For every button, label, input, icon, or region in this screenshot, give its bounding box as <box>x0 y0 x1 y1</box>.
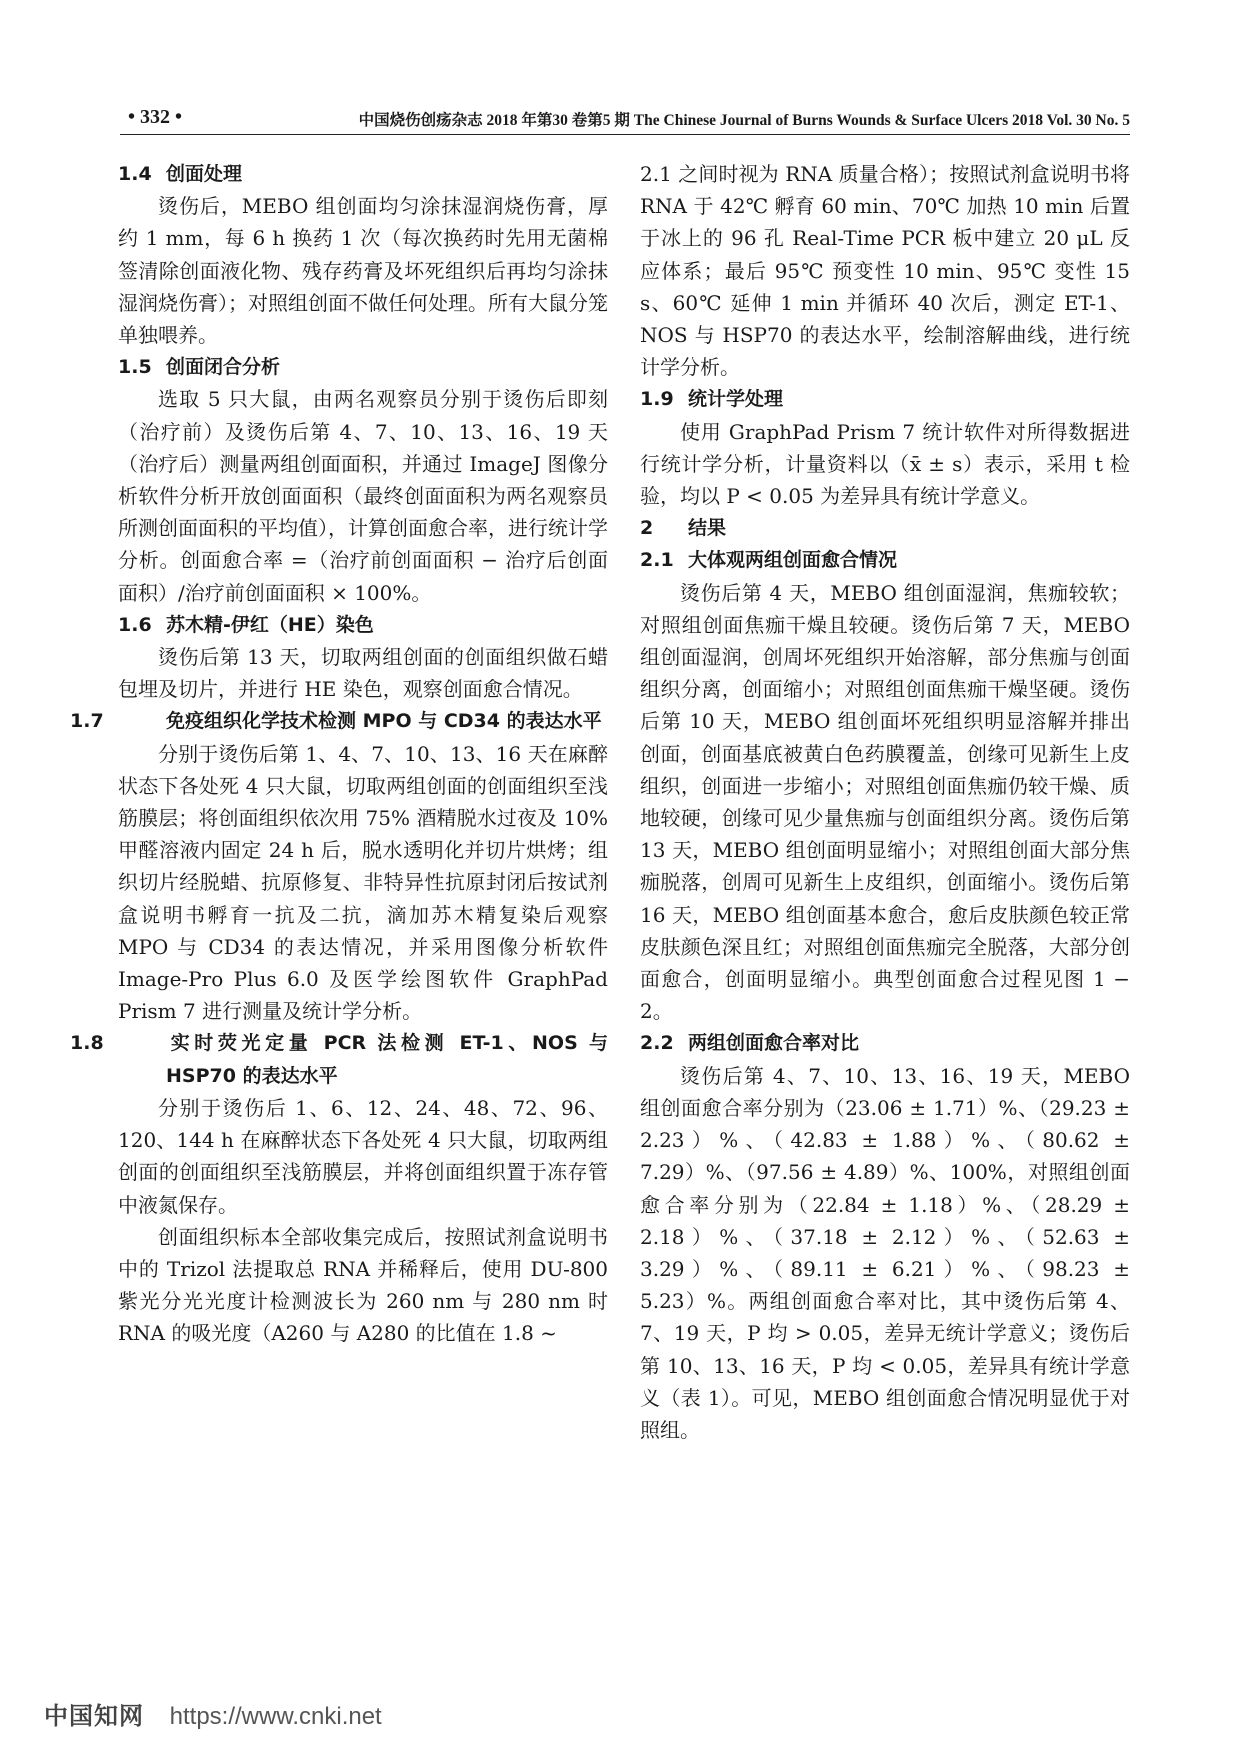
section-heading <box>70 705 608 737</box>
section-heading <box>118 158 608 190</box>
section-title: 大体观两组创面愈合情况 <box>688 549 898 572</box>
section-title: 创面闭合分析 <box>166 356 281 379</box>
cnki-logo-text: 中国知网 <box>44 1702 144 1730</box>
section-number: 1.6 <box>118 613 152 636</box>
section-heading <box>640 544 1130 576</box>
section-heading <box>640 1027 1130 1059</box>
section-title: 两组创面愈合率对比 <box>688 1032 860 1055</box>
running-head: 中国烧伤创疡杂志 2018 年第30 卷第5 期 The Chinese Journal of Burns Wounds & Surface Ulcers 2018 Vol. 30 No. 5 <box>358 112 1130 129</box>
section-title: 苏木精-伊红（HE）染色 <box>166 613 374 636</box>
body-paragraph: 烫伤后第 4、7、10、13、16、19 天，MEBO 组创面愈合率分别为（23.06 ± 1.71）%、（29.23 ± 2.23）%、（42.83 ± 1.88）%、（80.62 ± 7.29）%、（97.56 ± 4.89）%、100%，对照组创面愈合率分别为（22.84 ± 1.18）%、（28.29 ± 2.18）%、（37.18 ± 2.12）%、（52.63 ± 3.29）%、（89.11 ± 6.21）%、（98.23 ± 5.23）%。两组创面愈合率对比，其中烫伤后第 4、7、19 天，P 均 > 0.05，差异无统计学意义；烫伤后第 10、13、16 天，P 均 < 0.05，差异具有统计学意义（表 1）。可见，MEBO 组创面愈合情况明显优于对照组。 <box>640 1063 1130 1442</box>
section-number: 1.9 <box>640 388 674 411</box>
body-paragraph: 使用 GraphPad Prism 7 统计软件对所得数据进行统计学分析，计量资料以（x̄ ± s）表示，采用 t 检验，均以 P < 0.05 为差异具有统计学意义。 <box>640 419 1130 509</box>
right-column <box>640 158 1130 1446</box>
section-number: 1.8 <box>70 1032 104 1055</box>
body-paragraph: 烫伤后第 4 天，MEBO 组创面湿润，焦痂较软；对照组创面焦痂干燥且较硬。烫伤后第 7 天，MEBO 组创面湿润，创周坏死组织开始溶解，部分焦痂与创面组织分离，创面缩小；对照组创面焦痂干燥坚硬。烫伤后第 10 天，MEBO 组创面坏死组织明显溶解并排出创面，创面基底被黄白色药膜覆盖，创缘可见新生上皮组织，创面进一步缩小；对照组创面焦痂仍较干燥、质地较硬，创缘可见少量焦痂与创面组织分离。烫伤后第 13 天，MEBO 组创面明显缩小；对照组创面大部分焦痂脱落，创周可见新生上皮组织，创面缩小。烫伤后第 16 天，MEBO 组创面基本愈合，愈后皮肤颜色较正常皮肤颜色深且红；对照组创面焦痂完全脱落，大部分创面愈合，创面明显缩小。典型创面愈合过程见图 1 − 2。 <box>640 580 1130 1024</box>
section-number: 2 <box>640 517 654 540</box>
footer-watermark <box>44 1696 382 1731</box>
section-number: 1.5 <box>118 356 152 379</box>
body-paragraph: 创面组织标本全部收集完成后，按照试剂盒说明书中的 Trizol 法提取总 RNA 并稀释后，使用 DU-800 紫光分光光度计检测波长为 260 nm 与 280 nm 时 RNA 的吸光度（A260 与 A280 的比值在 1.8 ~ <box>118 1224 608 1346</box>
section-number: 2.2 <box>640 1032 674 1055</box>
section-title: 实时荧光定量 PCR 法检测 ET-1、NOS 与 HSP70 的表达水平 <box>166 1032 608 1087</box>
section-heading <box>640 512 1130 544</box>
left-column <box>70 158 608 1350</box>
section-heading <box>70 1027 608 1091</box>
body-paragraph: 选取 5 只大鼠，由两名观察员分别于烫伤后即刻（治疗前）及烫伤后第 4、7、10、13、16、19 天（治疗后）测量两组创面面积，并通过 ImageJ 图像分析软件分析开放创面面积（最终创面面积为两名观察员所测创面面积的平均值），计算创面愈合率，进行统计学分析。创面愈合率 =（治疗前创面面积 − 治疗后创面面积）/治疗前创面面积 × 100%。 <box>118 387 608 605</box>
section-title: 免疫组织化学技术检测 MPO 与 CD34 的表达水平 <box>166 710 602 733</box>
body-paragraph: 烫伤后第 13 天，切取两组创面的创面组织做石蜡包埋及切片，并进行 HE 染色，观察创面愈合情况。 <box>118 645 608 702</box>
section-heading <box>640 383 1130 415</box>
body-paragraph: 分别于烫伤后第 1、4、7、10、13、16 天在麻醉状态下各处死 4 只大鼠，切取两组创面的创面组织至浅筋膜层；将创面组织依次用 75% 酒精脱水过夜及 10% 甲醛溶液内固定 24 h 后，脱水透明化并切片烘烤；组织切片经脱蜡、抗原修复、非特异性抗原封闭后按试剂盒说明书孵育一抗及二抗，滴加苏木精复染后观察 MPO 与 CD34 的表达情况，并采用图像分析软件 Image-Pro Plus 6.0 及医学绘图软件 GraphPad Prism 7 进行测量及统计学分析。 <box>118 741 608 1024</box>
section-number: 2.1 <box>640 549 674 572</box>
section-title: 创面处理 <box>166 163 243 185</box>
section-number: 1.4 <box>118 163 152 185</box>
body-paragraph: 烫伤后，MEBO 组创面均匀涂抹湿润烧伤膏，厚约 1 mm，每 6 h 换药 1 次（每次换药时先用无菌棉签清除创面液化物、残存药膏及坏死组织后再均匀涂抹湿润烧伤膏）；对照组创面不做任何处理。所有大鼠分笼单独喂养。 <box>118 194 608 348</box>
section-title: 统计学处理 <box>688 388 784 411</box>
page-header <box>120 104 1130 135</box>
body-paragraph: 分别于烫伤后 1、6、12、24、48、72、96、120、144 h 在麻醉状态下各处死 4 只大鼠，切取两组创面的创面组织至浅筋膜层，并将创面组织置于冻存管中液氮保存。 <box>118 1095 608 1217</box>
section-heading <box>118 351 608 383</box>
page-number: • 332 • <box>128 106 183 128</box>
section-heading <box>118 609 608 641</box>
section-number: 1.7 <box>70 710 104 733</box>
cnki-url[interactable]: https://www.cnki.net <box>169 1703 382 1730</box>
body-paragraph: 2.1 之间时视为 RNA 质量合格）；按照试剂盒说明书将 RNA 于 42℃ 孵育 60 min、70℃ 加热 10 min 后置于冰上的 96 孔 Real-Time PCR 板中建立 20 μL 反应体系；最后 95℃ 预变性 10 min、95℃ 变性 15 s、60℃ 延伸 1 min 并循环 40 次后，测定 ET-1、NOS 与 HSP70 的表达水平，绘制溶解曲线，进行统计学分析。 <box>640 162 1130 380</box>
section-title: 结果 <box>688 517 727 540</box>
